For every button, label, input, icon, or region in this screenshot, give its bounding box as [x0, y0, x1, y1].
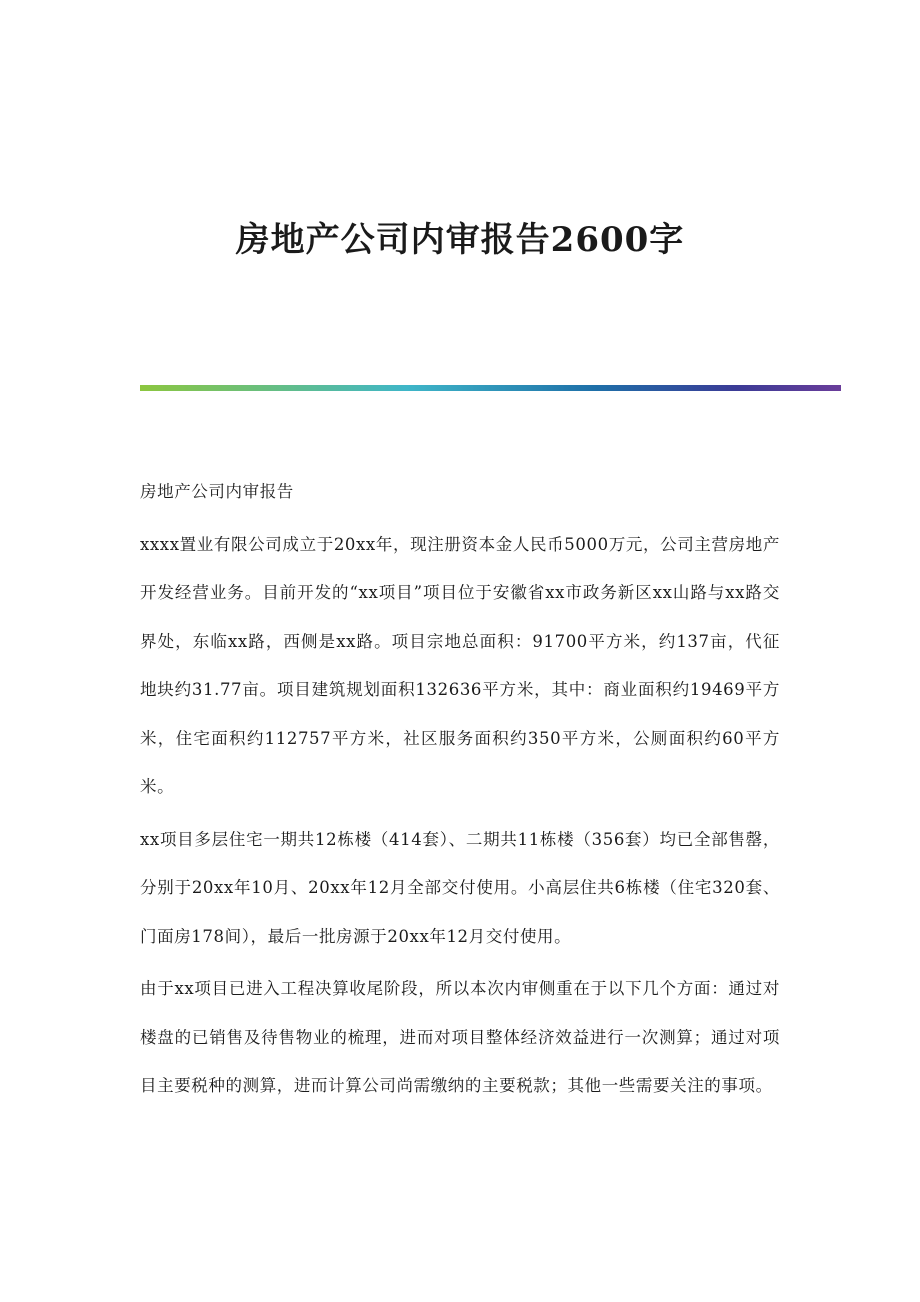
document-title: 房地产公司内审报告2600字 — [235, 220, 685, 260]
document-body — [140, 468, 780, 1111]
title-divider — [140, 385, 841, 391]
paragraph-sales-status: xx项目多层住宅一期共12栋楼（414套）、二期共11栋楼（356套）均已全部售罄，分别于20xx年10月、20xx年12月全部交付使用。小高层住共6栋楼（住宅320套、门面房178间），最后一批房源于20xx年12月交付使用。 — [140, 829, 780, 946]
paragraph-company-overview: xxxx置业有限公司成立于20xx年，现注册资本金人民币5000万元，公司主营房地产开发经营业务。目前开发的“xx项目”项目位于安徽省xx市政务新区xx山路与xx路交界处，东临xx路，西侧是xx路。项目宗地总面积：91700平方米，约137亩，代征地块约31.77亩。项目建筑规划面积132636平方米，其中：商业面积约19469平方米，住宅面积约112757平方米，社区服务面积约350平方米，公厕面积约60平方米。 — [140, 534, 780, 796]
section-heading: 房地产公司内审报告 — [140, 482, 294, 501]
paragraph-audit-focus: 由于xx项目已进入工程决算收尾阶段，所以本次内审侧重在于以下几个方面：通过对楼盘的已销售及待售物业的梳理，进而对项目整体经济效益进行一次测算；通过对项目主要税种的测算，进而计算公司尚需缴纳的主要税款；其他一些需要关注的事项。 — [140, 979, 780, 1095]
